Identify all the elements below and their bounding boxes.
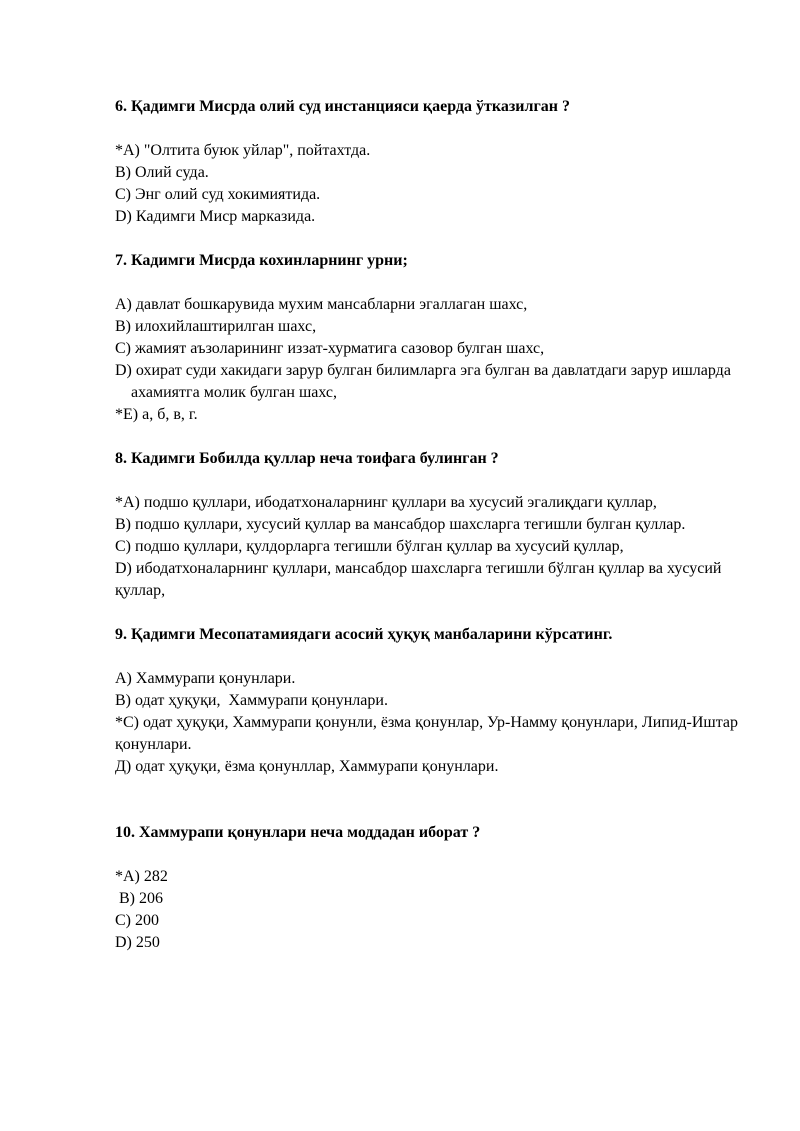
document-page [115,96,755,976]
answer-option-continuation: ахамиятга молик булган шахс, [115,384,338,401]
answer-option: D) ибодатхоналарнинг қуллари, мансабдор шахсларга тегишли бўлган қуллар ва хусусий қуллар, [115,560,722,599]
answer-option: D) 250 [115,934,160,951]
answer-option: *С) одат ҳуқуқи, Хаммурапи қонунли, ёзма қонунлар, Ур-Намму қонунлари, Липид-Иштар қонунлари. [115,714,739,753]
question-6 [115,96,755,228]
question-7 [115,250,755,426]
question-title: 9. Қадимги Месопатамиядаги асосий ҳуқуқ манбаларини кўрсатинг. [115,626,613,643]
answer-option: Д) одат ҳуқуқи, ёзма қонунллар, Хаммурапи қонунлари. [115,758,499,775]
answer-option: *А) подшо қуллари, ибодатхоналарнинг қуллари ва хусусий эгалиқдаги қуллар, [115,494,657,511]
answer-option: *А) 282 [115,868,168,885]
answer-option: С) жамият аъзоларининг иззат-хурматига сазовор булган шахс, [115,340,545,357]
answer-option: В) подшо қуллари, хусусий қуллар ва мансабдор шахсларга тегишли булган қуллар. [115,516,686,533]
answer-options [115,866,755,954]
answer-option: А) давлат бошкарувида мухим мансабларни эгаллаган шахс, [115,296,528,313]
question-8 [115,448,755,602]
spacer [115,800,755,822]
question-title: 8. Кадимги Бобилда қуллар неча тоифага булинган ? [115,450,499,467]
answer-options [115,294,755,426]
answer-option: А) Хаммурапи қонунлари. [115,670,296,687]
answer-option: D) Кадимги Миср марказида. [115,208,316,225]
answer-options [115,668,755,778]
question-title: 6. Қадимги Мисрда олий суд инстанцияси қаерда ўтказилган ? [115,98,570,115]
answer-option: С) Энг олий суд хокимиятида. [115,186,321,203]
answer-option: С) 200 [115,912,159,929]
answer-option: В) 206 [115,890,163,907]
question-9 [115,624,755,778]
question-title: 10. Хаммурапи қонунлари неча моддадан иборат ? [115,824,481,841]
answer-option: В) Олий суда. [115,164,209,181]
answer-options [115,140,755,228]
answer-option: В) илохийлаштирилган шахс, [115,318,317,335]
question-10 [115,822,755,954]
question-title: 7. Кадимги Мисрда кохинларнинг урни; [115,252,408,269]
answer-option: В) одат ҳуқуқи, Хаммурапи қонунлари. [115,692,388,709]
answer-option: *А) "Олтита буюк уйлар", пойтахтда. [115,142,371,159]
answer-option: С) подшо қуллари, қулдорларга тегишли бўлган қуллар ва хусусий қуллар, [115,538,624,555]
answer-option: *Е) а, б, в, г. [115,406,198,423]
answer-options [115,492,755,602]
answer-option: D) охират суди хакидаги зарур булган билимларга эга булган ва давлатдаги зарур ишларда [115,362,731,379]
